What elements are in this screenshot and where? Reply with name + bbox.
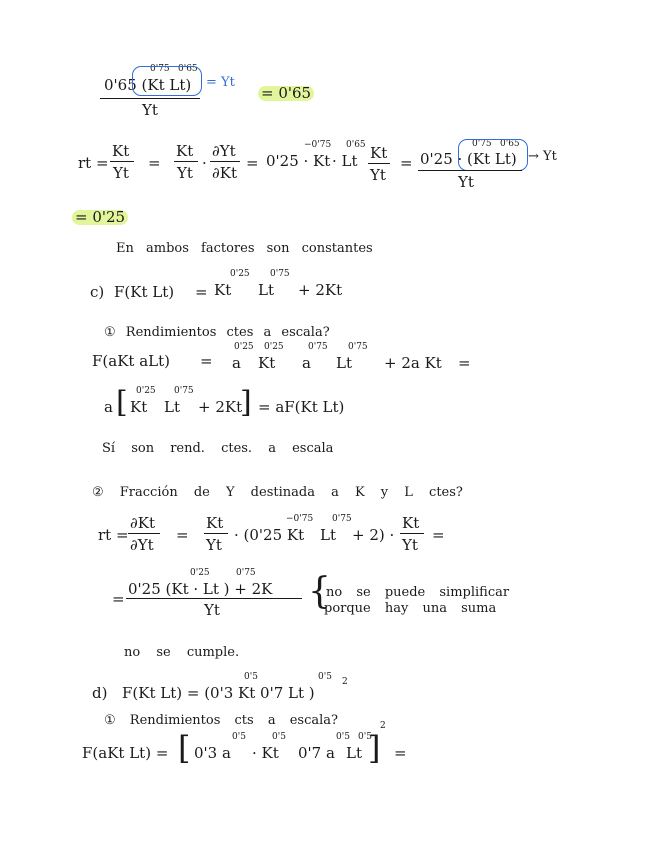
block2-f5-exp-k: 0'75 <box>472 139 492 149</box>
frac-c-lhs: rt = <box>98 526 129 544</box>
scaled-d-l: Lt <box>346 744 362 762</box>
scaled-c-l: Lt <box>336 354 352 372</box>
factored-c-rhs: = aF(Kt Lt) <box>258 398 345 416</box>
block2-f5-num: 0'25 · (Kt Lt) <box>420 150 517 168</box>
scaled-d-c1: 0'3 a <box>194 744 231 762</box>
block2-lhs: rt = <box>78 154 109 172</box>
frac-c2-exp1: 0'25 <box>190 568 210 578</box>
part-c-exp-k: 0'25 <box>230 269 250 279</box>
frac-c2-num: 0'25 (Kt · Lt ) + 2K <box>128 580 273 598</box>
scaled-d-k-exp: 0'5 <box>272 732 286 742</box>
frac-c-d-den: ∂Yt <box>130 536 154 554</box>
scaled-c-k: Kt <box>258 354 276 372</box>
scaled-d-a1-exp: 0'5 <box>232 732 246 742</box>
part-d-exp2: 0'5 <box>318 672 332 682</box>
part-d-expr: F(Kt Lt) = (0'3 Kt 0'7 Lt ) <box>122 684 315 702</box>
fraction-bar <box>400 533 424 534</box>
frac-c-paren: · (0'25 Kt <box>234 526 305 544</box>
scaled-d-close: ] <box>368 729 381 767</box>
block2-f2-num: Kt <box>176 142 194 160</box>
block2-f3-den: ∂Kt <box>212 164 237 182</box>
frac-c-l-exp: 0'75 <box>332 514 352 524</box>
block2-exp-l: 0'65 <box>346 140 366 150</box>
fraction-bar <box>100 98 200 99</box>
scaled-d-c2: 0'7 a <box>298 744 335 762</box>
note-c-line2: porque hay una suma <box>324 601 497 616</box>
fraction-bar <box>368 163 390 164</box>
frac-c2-den: Yt <box>204 601 220 619</box>
part-c-k: Kt <box>214 281 232 299</box>
frac-c2-eq: = <box>112 590 125 608</box>
block1-denominator: Yt <box>142 101 158 119</box>
block2-eq2: = <box>246 154 259 172</box>
frac-c-eq1: = <box>176 526 189 544</box>
factored-c-close: ] <box>240 385 252 420</box>
block1-arrow-note: = Yt <box>206 75 235 90</box>
fraction-bar <box>126 598 302 599</box>
factored-c-a: a <box>104 398 113 416</box>
factored-c-plus: + 2Kt <box>198 398 243 416</box>
block2-f5-exp-l: 0'65 <box>500 139 520 149</box>
part-d-pow: 2 <box>342 677 348 687</box>
block2-f2-den: Yt <box>177 164 193 182</box>
part-c-lhs: F(Kt Lt) <box>114 283 175 301</box>
block2-f1-num: Kt <box>112 142 130 160</box>
frac-c-f-den: Yt <box>206 536 222 554</box>
scaled-c-eq: = <box>200 352 213 370</box>
annotation-circle <box>458 139 528 171</box>
block1-exp-l: 0'65 <box>178 64 198 74</box>
frac-c2-exp2: 0'75 <box>236 568 256 578</box>
no-se-cumple: no se cumple. <box>124 645 240 660</box>
scaled-c-l-exp: 0'75 <box>348 342 368 352</box>
block1-exp-k: 0'75 <box>150 64 170 74</box>
scaled-c-a1-exp: 0'25 <box>234 342 254 352</box>
block2-times-l: · Lt <box>332 152 358 170</box>
fraction-bar <box>210 161 240 162</box>
part-d-label: d) <box>92 684 108 702</box>
block1-result: = 0'65 <box>258 86 314 101</box>
block2-f3-num: ∂Yt <box>212 142 236 160</box>
note-c-line1: no se puede simplificar <box>326 585 510 600</box>
frac-c-f-num: Kt <box>206 514 224 532</box>
factored-c-k-exp: 0'25 <box>136 386 156 396</box>
scaled-d-k: · Kt <box>252 744 279 762</box>
part-c-exp-l: 0'75 <box>270 269 290 279</box>
fraction-bar <box>174 161 198 162</box>
scaled-d-pow: 2 <box>380 721 386 731</box>
block2-f4-den: Yt <box>370 166 386 184</box>
scaled-c-a1: a <box>232 354 241 372</box>
scaled-c-a2-exp: 0'75 <box>308 342 328 352</box>
conclusion-c: Sí son rend. ctes. a escala <box>102 441 334 456</box>
block2-f5-den: Yt <box>458 173 474 191</box>
frac-c-d-num: ∂Kt <box>130 514 155 532</box>
part-d-exp1: 0'5 <box>244 672 258 682</box>
result-025: = 0'25 <box>72 210 128 225</box>
block2-f1-den: Yt <box>113 164 129 182</box>
note-brace: { <box>308 571 331 612</box>
question-1-d: ① Rendimientos cts a escala? <box>104 713 338 728</box>
factored-c-l: Lt <box>164 398 180 416</box>
question-1-c: ① Rendimientos ctes a escala? <box>104 325 330 340</box>
fraction-bar <box>110 161 134 162</box>
scaled-c-tail: + 2a Kt <box>384 354 442 372</box>
annotation-circle <box>132 66 202 96</box>
scaled-c-k-exp: 0'25 <box>264 342 284 352</box>
fraction-bar <box>204 533 228 534</box>
line-constantes: En ambos factores son constantes <box>116 241 373 256</box>
scaled-d-lhs: F(aKt Lt) = <box>82 744 169 762</box>
block2-exp-kneg: −0'75 <box>304 140 332 150</box>
frac-c-eq2: = <box>432 526 445 544</box>
scaled-c-a2: a <box>302 354 311 372</box>
factored-c-l-exp: 0'75 <box>174 386 194 396</box>
part-c-label: c) <box>90 283 105 301</box>
block2-arrow-note: → Yt <box>528 149 557 164</box>
frac-c-plus2: + 2) · <box>352 526 395 544</box>
fraction-bar <box>418 170 522 171</box>
block2-coef: 0'25 · Kt <box>266 152 331 170</box>
frac-c-exp-kneg: −0'75 <box>286 514 314 524</box>
block2-f4-num: Kt <box>370 144 388 162</box>
block1-numerator: 0'65 (Kt Lt) <box>104 76 192 94</box>
factored-c-open: [ <box>116 385 128 420</box>
frac-c-l: Lt <box>320 526 336 544</box>
block2-eq3: = <box>400 154 413 172</box>
fraction-bar <box>128 533 160 534</box>
part-c-tail: + 2Kt <box>298 281 343 299</box>
scaled-d-trail: = <box>394 744 407 762</box>
frac-c-g-den: Yt <box>402 536 418 554</box>
frac-c-g-num: Kt <box>402 514 420 532</box>
scaled-d-a2-exp: 0'5 <box>336 732 350 742</box>
factored-c-k: Kt <box>130 398 148 416</box>
block2-eq1: = <box>148 154 161 172</box>
part-c-eq: = <box>195 283 208 301</box>
scaled-c-lhs: F(aKt aLt) <box>92 352 170 370</box>
scaled-d-l-exp: 0'5 <box>358 732 372 742</box>
part-c-l: Lt <box>258 281 274 299</box>
scaled-d-open: [ <box>178 729 191 767</box>
scaled-c-trail: = <box>458 354 471 372</box>
block2-dot: · <box>202 154 207 172</box>
question-2-c: ② Fracción de Y destinada a K y L ctes? <box>92 485 463 500</box>
